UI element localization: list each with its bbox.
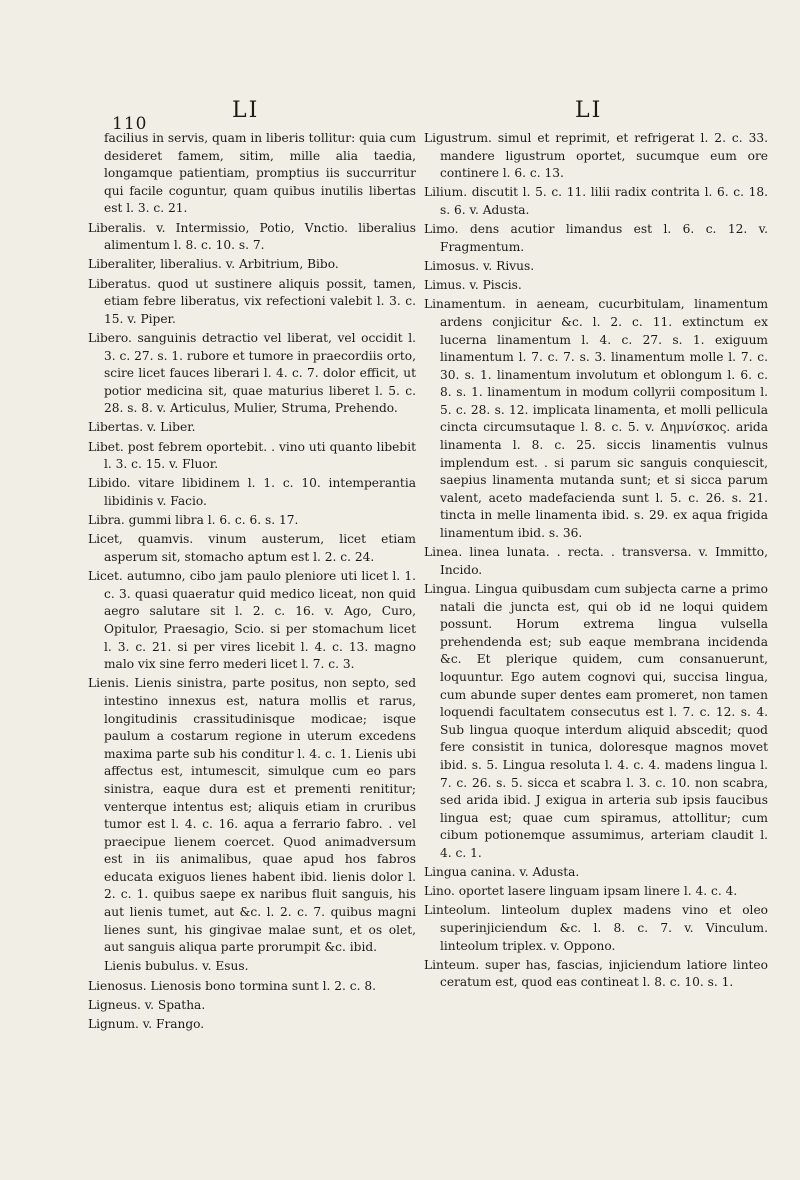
entry: Libertas. v. Liber. bbox=[88, 420, 196, 435]
running-head-right: LI bbox=[575, 98, 603, 123]
entry: Libido. vitare libidinem l. 1. c. 10. intemperantia libidinis v. Facio. bbox=[88, 476, 416, 509]
entry: Libet. post febrem oportebit. . vino uti quanto libebit l. 3. c. 15. v. Fluor. bbox=[88, 439, 416, 472]
entry: Lino. oportet lasere linguam ipsam linere l. 4. c. 4. bbox=[424, 884, 738, 899]
entry: Liberatus. quod ut sustinere aliquis possit, tamen, etiam febre liberatus, vix refectioni valebit l. 3. c. 15. v. Piper. bbox=[88, 276, 416, 326]
entry: Liberaliter, liberalius. v. Arbitrium, Bibo. bbox=[88, 257, 339, 272]
entry: Licet, quamvis. vinum austerum, licet etiam asperum sit, stomacho aptum est l. 2. c. 24. bbox=[88, 532, 416, 564]
entry: Linteum. super has, fascias, injiciendum latiore linteo ceratum est, quod eas contineat l. 8. c. 10. s. 1. bbox=[424, 957, 768, 990]
entry: Lignum. v. Frango. bbox=[88, 1017, 205, 1031]
entry: Liberalis. v. Intermissio, Potio, Vnctio. liberalius alimentum l. 8. c. 10. s. 7. bbox=[88, 220, 416, 253]
entry: facilius in servis, quam in liberis tollitur: quia cum desideret famem, sitim, mille alia taedia, longamque patientiam, promptius iis succurritur qui facile coguntur, quam quibus inutilis libertas est l. 3. c. 21. bbox=[104, 131, 417, 216]
right-column bbox=[424, 130, 768, 994]
entry: Libra. gummi libra l. 6. c. 6. s. 17. bbox=[88, 513, 299, 528]
entry: Lilium. discutit l. 5. c. 11. lilii radix contrita l. 6. c. 18. s. 6. v. Adusta. bbox=[424, 185, 768, 217]
entry: Ligustrum. simul et reprimit, et refrigerat l. 2. c. 33. mandere ligustrum oportet, sucumque eum ore continere l. 6. c. 13. bbox=[424, 131, 768, 181]
entry: Linamentum. in aeneam, cucurbitulam, linamentum ardens conjicitur &c. l. 2. c. 11. extinctum ex lucerna linamentum l. 4. c. 27. s. 1. exiguum linamentum l. 7. c. 7. s. 3. linamentum molle l. 7. c. 30. s. 1. linamentum involutum et oblongum l. 6. c. 8. s. 1. linamentum in modum collyrii compositum l. 5. c. 28. s. 12. implicata linamenta, et molli pellicula cincta circumsutaque l. 8. c. 5. v. Δημνίσκος. arida linamenta l. 8. c. 25. siccis linamentis vulnus implendum est. . si parum sic sanguis conquiescit, saepius linamenta mutanda sunt; et si sicca parum valent, aceto madefacienda sunt l. 5. c. 26. s. 21. tincta in melle linamenta ibid. s. 29. ex aqua frigida linamentum ibid. s. 36. bbox=[424, 297, 768, 541]
entry: Licet. autumno, cibo jam paulo pleniore uti licet l. 1. c. 3. quasi quaeratur quid medico liceat, non quid aegro salutare sit l. 2. c. 16. v. Ago, Curo, Opitulor, Praesagio, Scio. si per stomachum licet l. 3. c. 21. si per vires licebit l. 4. c. 13. magno malo vix sine ferro mederi licet l. 7. c. 3. bbox=[88, 569, 416, 672]
left-column bbox=[88, 130, 416, 1035]
entry: Lingua canina. v. Adusta. bbox=[424, 865, 580, 880]
entry: Ligneus. v. Spatha. bbox=[88, 997, 206, 1012]
entry: Linteolum. linteolum duplex madens vino et oleo superinjiciendum &c. l. 8. c. 7. v. Vinculum. linteolum triplex. v. Oppono. bbox=[424, 903, 768, 953]
entry: Limo. dens acutior limandus est l. 6. c. 12. v. Fragmentum. bbox=[424, 222, 768, 254]
entry: Lingua. Lingua quibusdam cum subjecta carne a primo natali die juncta est, qui ob id ne loqui quidem possunt. Horum extrema lingua vulsella prehendenda est; sub eaque membrana incidenda &c. Et plerique quidem, cum consanuerunt, loquuntur. Ego autem cognovi qui, succisa lingua, cum abunde super dentes eam promeret, non tamen loquendi facultatem consecutus est l. 7. c. 12. s. 4. Sub lingua quoque interdum aliquid abscedit; quod fere consistit in tunica, doloresque magnos movet ibid. s. 5. Lingua resoluta l. 4. c. 4. madens lingua l. 7. c. 26. s. 5. sicca et scabra l. 3. c. 10. non scabra, sed arida ibid. J exigua in arteria sub ipsis faucibus lingua est; quae cum spiramus, attollitur; cum cibum potionemque assumimus, arteriam claudit l. 4. c. 1. bbox=[424, 582, 768, 860]
entry: Limus. v. Piscis. bbox=[424, 278, 522, 293]
entry: Libero. sanguinis detractio vel liberat, vel occidit l. 3. c. 27. s. 1. rubore et tumore in praecordiis orto, scire licet fauces liberari l. 4. c. 7. dolor efficit, ut potior medicina sit, quae maturius liberet l. 5. c. 28. s. 8. v. Articulus, Mulier, Struma, Prehendo. bbox=[88, 330, 416, 416]
page-number: 110 bbox=[112, 114, 148, 134]
entry: Lienosus. Lienosis bono tormina sunt l. 2. c. 8. bbox=[88, 978, 376, 993]
entry: Linea. linea lunata. . recta. . transversa. v. Immitto, Incido. bbox=[424, 545, 768, 577]
entry: Lienis. Lienis sinistra, parte positus, non septo, sed intestino innexus est, natura mollis et rarus, longitudinis crassitudinisque modicae; isque paulum a costarum regione in uterum excedens maxima parte sub his conditur l. 4. c. 1. Lienis ubi affectus est, intumescit, simulque cum eo pars sinistra, eaque dura est et prementi renititur; venterque intentus est; aliquis etiam in cruribus tumor est l. 4. c. 16. aqua a ferrario fabro. . vel praecipue lienem coercet. Quod animadversum est in iis animalibus, quae apud hos fabros educata exiguos lienes habent ibid. lienis dolor l. 2. c. 1. quibus saepe ex naribus fluit sanguis, his aut lienis tumet, aut &c. l. 2. c. 7. quibus magni lienes sunt, his gingivae malae sunt, et os olet, aut sanguis aliqua parte prorumpit &c. ibid. bbox=[88, 676, 416, 955]
entry: Limosus. v. Rivus. bbox=[424, 258, 535, 273]
running-head-left: LI bbox=[232, 98, 260, 123]
entry: Lienis bubulus. v. Esus. bbox=[104, 959, 249, 974]
